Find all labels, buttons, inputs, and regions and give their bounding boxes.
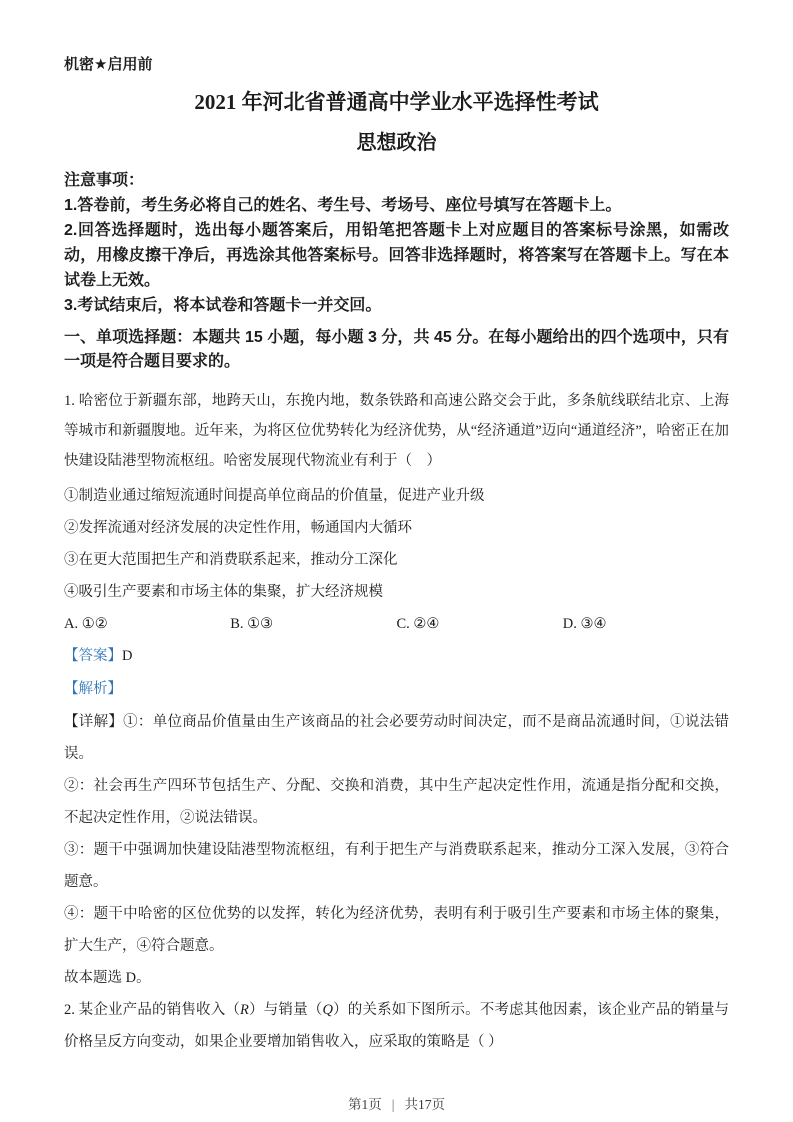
choice-b: B. ①③ [230, 616, 274, 632]
explanation-paragraph-4: ④：题干中哈密的区位优势的以发挥，转化为经济优势，表明有利于吸引生产要素和市场主体的聚集，扩大生产，④符合题意。 [64, 906, 729, 954]
statement-4: ④吸引生产要素和市场主体的集聚，扩大经济规模 [64, 584, 383, 600]
question-1-stem: 1. 哈密位于新疆东部，地跨天山，东挽内地，数条铁路和高速公路交会于此，多条航线联结北京、上海等城市和新疆腹地。近年来，为将区位优势转化为经济优势，从“经济通道”迈向“通道经济”，哈密正在加快建设陆港型物流枢纽。哈密发展现代物流业有利于（ ） [64, 393, 729, 469]
section-one-heading: 一、单项选择题：本题共 15 小题，每小题 3 分，共 45 分。在每小题给出的四个选项中，只有一项是符合题目要求的。 [64, 329, 729, 370]
classification-label: 机密★启用前 [64, 56, 153, 73]
question-1-explanation [64, 706, 729, 962]
statement-2: ②发挥流通对经济发展的决定性作用，畅通国内大循环 [64, 520, 412, 536]
q2-variable-r: R [240, 1002, 249, 1018]
choice-d: D. ③④ [562, 616, 607, 632]
notice-item-1: 1.答卷前，考生务必将自己的姓名、考生号、考场号、座位号填写在答题卡上。 [64, 197, 622, 214]
footer-separator: | [391, 1097, 395, 1112]
answer-line [64, 640, 729, 673]
subject-title: 思想政治 [356, 132, 437, 154]
q2-stem-part-1: 2. 某企业产品的销售收入（ [64, 1002, 241, 1018]
analysis-label: 【解析】 [64, 681, 122, 697]
answer-value: D [122, 648, 133, 664]
q2-stem-part-2: ）与销量（ [248, 1002, 323, 1018]
answer-label: 【答案】 [64, 648, 122, 664]
choice-a: A. ①② [64, 616, 108, 632]
explanation-paragraph-3: ③：题干中强调加快建设陆港型物流枢纽，有利于把生产与消费联系起来，推动分工深入发展，③符合题意。 [64, 842, 729, 890]
question-2-stem [64, 994, 729, 1058]
explanation-paragraph-2: ②：社会再生产四环节包括生产、分配、交换和消费，其中生产起决定性作用，流通是指分配和交换，不起决定性作用，②说法错误。 [64, 778, 729, 826]
question-1-choices [64, 608, 729, 640]
analysis-line [64, 673, 729, 706]
notice-item-3: 3.考试结束后，将本试卷和答题卡一并交回。 [64, 297, 382, 314]
q2-variable-q: Q [322, 1002, 333, 1018]
explanation-paragraph-1: 【详解】①：单位商品价值量由生产该商品的社会必要劳动时间决定，而不是商品流通时间，①说法错误。 [64, 714, 729, 762]
question-1-statements [64, 480, 729, 608]
notice-section [64, 168, 729, 318]
q2-stem-part-3: ）的关系如下图所示。不考虑其他因素，该企业产品的销量与价格呈反方向变动，如果企业要增加销售收入，应采取的策略是（ ） [64, 1002, 730, 1050]
statement-3: ③在更大范围把生产和消费联系起来，推动分工深化 [64, 552, 398, 568]
footer-page-number: 第1页 [348, 1097, 382, 1112]
footer-total-pages: 共17页 [404, 1097, 445, 1112]
page-footer [0, 1096, 793, 1114]
choice-c: C. ②④ [396, 616, 440, 632]
question-1-conclusion: 故本题选 D。 [64, 970, 151, 986]
notice-heading: 注意事项： [64, 172, 145, 189]
statement-1: ①制造业通过缩短流通时间提高单位商品的价值量，促进产业升级 [64, 488, 485, 504]
notice-item-2: 2.回答选择题时，选出每小题答案后，用铅笔把答题卡上对应题目的答案标号涂黑，如需改动，用橡皮擦干净后，再选涂其他答案标号。回答非选择题时，将答案写在答题卡上。写在本试卷上无效。 [64, 222, 729, 289]
page-title: 2021 年河北省普通高中学业水平选择性考试 [194, 90, 599, 114]
